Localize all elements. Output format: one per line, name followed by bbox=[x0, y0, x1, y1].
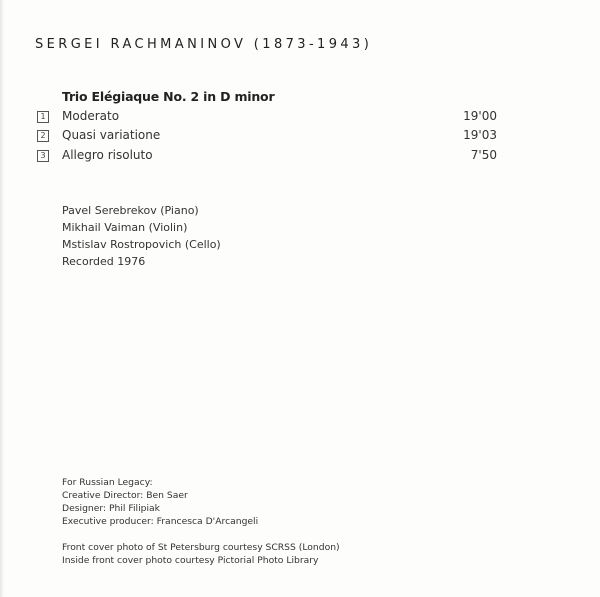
track-number: 3 bbox=[37, 150, 49, 162]
recording-year: Recorded 1976 bbox=[62, 255, 146, 268]
track-duration: 7'50 bbox=[470, 148, 497, 162]
track-title: Quasi variatione bbox=[62, 128, 161, 142]
credit-line: For Russian Legacy: bbox=[62, 477, 153, 488]
credit-line: Executive producer: Francesca D'Arcangeli bbox=[62, 516, 259, 527]
page-edge-shadow bbox=[0, 0, 4, 597]
track-row bbox=[37, 128, 497, 144]
track-number: 1 bbox=[37, 111, 49, 123]
performer-line: Mikhail Vaiman (Violin) bbox=[62, 221, 188, 234]
performer-line: Pavel Serebrekov (Piano) bbox=[62, 204, 199, 217]
composer-heading: SERGEI RACHMANINOV (1873-1943) bbox=[35, 37, 373, 52]
credit-line: Creative Director: Ben Saer bbox=[62, 490, 188, 501]
track-row bbox=[37, 148, 497, 164]
credit-line: Designer: Phil Filipiak bbox=[62, 503, 161, 514]
work-title: Trio Elégiaque No. 2 in D minor bbox=[62, 89, 275, 104]
track-duration: 19'00 bbox=[463, 109, 497, 123]
performer-line: Mstislav Rostropovich (Cello) bbox=[62, 238, 221, 251]
photo-credit-line: Front cover photo of St Petersburg courtesy SCRSS (London) bbox=[62, 542, 340, 553]
track-number: 2 bbox=[37, 130, 49, 142]
track-title: Moderato bbox=[62, 109, 120, 123]
track-row bbox=[37, 109, 497, 125]
track-title: Allegro risoluto bbox=[62, 148, 153, 162]
track-duration: 19'03 bbox=[463, 128, 497, 142]
photo-credit-line: Inside front cover photo courtesy Pictorial Photo Library bbox=[62, 555, 319, 566]
